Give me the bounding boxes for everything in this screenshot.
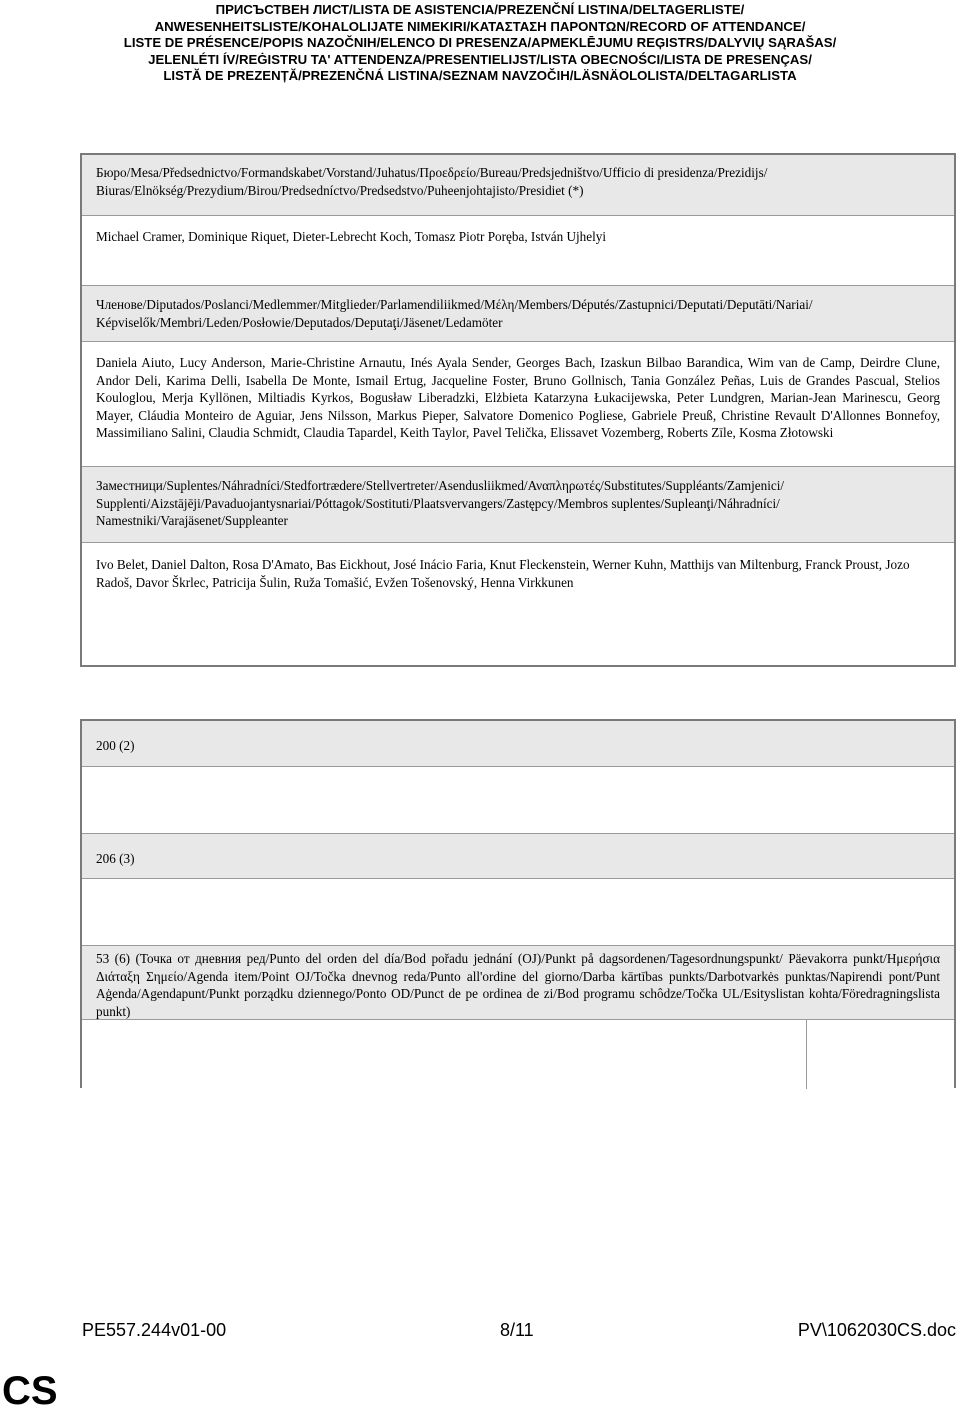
file-name: PV\1062030CS.doc <box>797 1320 956 1340</box>
rule-200-body <box>82 766 954 833</box>
substitutes-names: Ivo Belet, Daniel Dalton, Rosa D'Amato, Bas Eickhout, José Inácio Faria, Knut Fleckenstein, Werner Kuhn, Matthijs van Miltenburg, Franck Proust, Jozo Radoš, Davor Škrlec, Patricija Šulin, Ruža Tomašić, Evžen Tošenovský, Henna Virkkunen <box>82 542 954 665</box>
members-names: Daniela Aiuto, Lucy Anderson, Marie-Christine Arnautu, Inés Ayala Sender, Georges Bach, Izaskun Bilbao Barandica, Wim van de Camp, Deirdre Clune, Andor Deli, Karima Delli, Isabella De Monte, Ismail Ertug, Jacqueline Foster, Bruno Gollnisch, Tania González Peñas, Luis de Grandes Pascual, Stelios Kouloglou, Merja Kyllönen, Miltiadis Kyrkos, Bogusław Liberadzki, Elżbieta Katarzyna Łukacijewska, Peter Lundgren, Marian-Jean Marinescu, Georg Mayer, Cláudia Monteiro de Aguiar, Jens Nilsson, Markus Pieper, Salvatore Domenico Pogliese, Gabriele Preuß, Christine Revault D'Allonnes Bonnefoy, Massimiliano Salini, Claudia Schmidt, Claudia Tapardel, Keith Taylor, Pavel Telička, Elissavet Vozemberg, Roberts Zīle, Kosma Złotowski <box>82 341 954 466</box>
title-line: ПРИСЪСТВЕН ЛИСТ/LISTA DE ASISTENCIA/PREZENČNÍ LISTINA/DELTAGERLISTE/ <box>215 2 745 17</box>
rules-box <box>80 719 956 1088</box>
page-number: 8/11 <box>500 1320 534 1340</box>
column-divider <box>806 1020 807 1089</box>
substitutes-heading: Заместници/Suplentes/Náhradníci/Stedfortrædere/Stellvertreter/Asendusliikmed/Αναπληρωτές/Substitutes/Suppléants/Zamjenici/ Supplenti/Aizstājēji/Pavaduojantysnariai/Póttagok/Sostituti/Plaatsvervangers/Zastępcy/Membros suplentes/Supleanţi/Náhradníci/ Namestniki/Varajäsenet/Suppleanter <box>82 466 954 542</box>
rule-200-heading: 200 (2) <box>82 721 954 766</box>
rule-206-body <box>82 878 954 945</box>
bureau-heading: Бюро/Mesa/Předsednictvo/Formandskabet/Vorstand/Juhatus/Προεδρείο/Bureau/Predsjedništvo/Ufficio di presidenza/Prezidijs/ Biuras/Elnökség/Prezydium/Birou/Predsedníctvo/Predsedstvo/Puheenjohtajisto/Presidiet (*) <box>82 155 954 215</box>
bureau-names: Michael Cramer, Dominique Riquet, Dieter-Lebrecht Koch, Tomasz Piotr Poręba, István Ujhelyi <box>82 215 954 285</box>
members-heading: Членове/Diputados/Poslanci/Medlemmer/Mitglieder/Parlamendiliikmed/Μέλη/Members/Députés/Zastupnici/Deputati/Deputāti/Nariai/ Képviselők/Membri/Leden/Posłowie/Deputados/Deputaţi/Jäsenet/Ledamöter <box>82 285 954 341</box>
language-code: CS <box>2 1369 58 1413</box>
rule-53-body <box>82 1019 954 1089</box>
title-line: LISTĂ DE PREZENȚĂ/PREZENČNÁ LISTINA/SEZNAM NAVZOČIH/LÄSNÄOLOLISTA/DELTAGARLISTA <box>163 68 797 84</box>
rule-206-heading: 206 (3) <box>82 833 954 878</box>
document-title <box>0 2 960 85</box>
title-line: JELENLÉTI ÍV/REĠISTRU TA' ATTENDENZA/PRESENTIELIJST/LISTA OBECNOŚCI/LISTA DE PRESENÇAS/ <box>148 51 812 67</box>
rule-53-heading: 53 (6) (Точка от дневния ред/Punto del orden del día/Bod pořadu jednání (OJ)/Punkt på dagsordenen/Tagesordnungspunkt/ Päevakorra punkt/Ημερήσια Διάταξη Σημείο/Agenda item/Point OJ/Točka dnevnog reda/Punto all'ordine del giorno/Darba kārtības punkts/Darbotvarkės punktas/Napirendi pont/Punt Aġenda/Agendapunt/Punkt porządku dziennego/Ponto OD/Punct de pe ordinea de zi/Bod programu schôdze/Točka UL/Esityslistan kohta/Föredragningslista punkt) <box>82 945 954 1019</box>
attendance-box <box>80 153 956 667</box>
title-line: ANWESENHEITSLISTE/KOHALOLIJATE NIMEKIRI/ΚΑΤΑΣΤΑΣΗ ΠΑΡΟΝΤΩΝ/RECORD OF ATTENDANCE/ <box>154 18 806 34</box>
document-reference: PE557.244v01-00 <box>82 1320 227 1340</box>
title-line: LISTE DE PRÉSENCE/POPIS NAZOČNIH/ELENCO DI PRESENZA/APMEKLĒJUMU REĢISTRS/DALYVIŲ SĄRAŠAS/ <box>123 35 837 51</box>
